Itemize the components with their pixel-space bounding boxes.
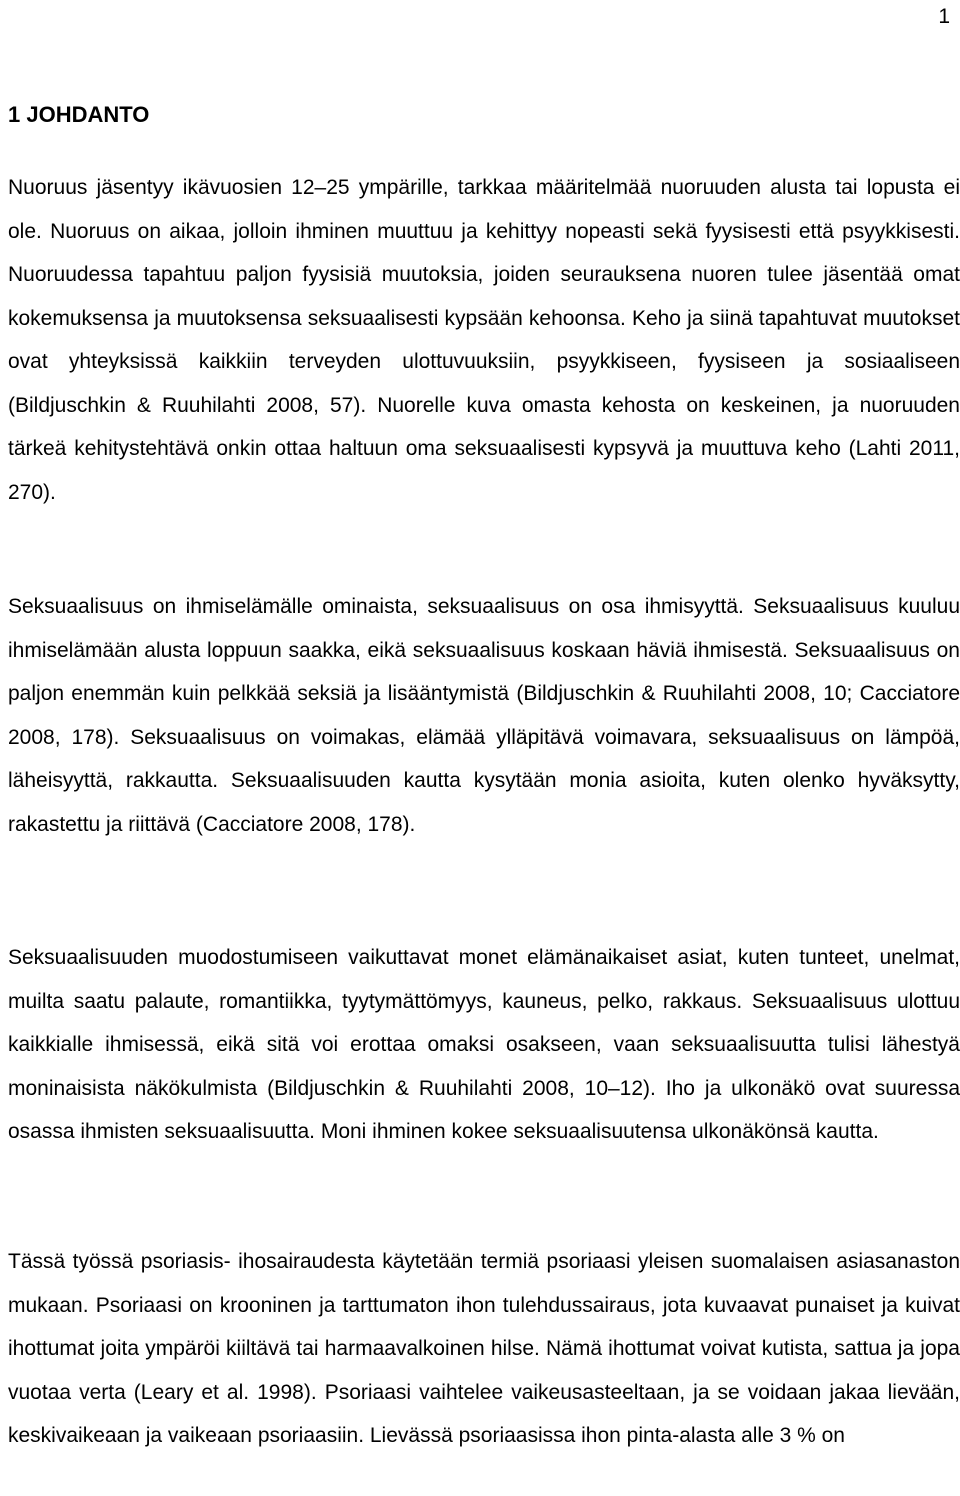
paragraph-sexuality: Seksuaalisuus on ihmiselämälle ominaista, seksuaalisuus on osa ihmisyyttä. Seksuaalisuus kuuluu ihmiselämään alusta loppuun saakka, eikä seksuaalisuus koskaan häviä ihmisestä. Seksuaalisuus on paljon enemmän kuin pelkkää seksiä ja lisääntymistä (Bildjuschkin & Ruuhilahti 2008, 10; Cacciatore 2008, 178). Seksuaalisuus on voimakas, elämää ylläpitävä voimavara, seksuaalisuus on lämpöä, läheisyyttä, rakkautta. Seksuaalisuuden kautta kysytään monia asioita, kuten olenko hyväksytty, rakastettu ja riittävä (Cacciatore 2008, 178). <box>8 595 960 836</box>
paragraph-sexuality-formation: Seksuaalisuuden muodostumiseen vaikuttavat monet elämänaikaiset asiat, kuten tunteet, unelmat, muilta saatu palaute, romantiikka, tyytymättömyys, kauneus, pelko, rakkaus. Seksuaalisuus ulottuu kaikkialle ihmisessä, eikä sitä voi erottaa omaksi osakseen, vaan seksuaalisuutta tulisi lähestyä moninaisista näkökulmista (Bildjuschkin & Ruuhilahti 2008, 10–12). Iho ja ulkonäkö ovat suuressa osassa ihmisten seksuaalisuutta. Moni ihminen kokee seksuaalisuutensa ulkonäkönsä kautta. <box>8 946 960 1143</box>
paragraph-psoriasis: Tässä työssä psoriasis- ihosairaudesta käytetään termiä psoriaasi yleisen suomalaisen asiasanaston mukaan. Psoriaasi on krooninen ja tarttumaton ihon tulehdussairaus, jota kuvaavat punaiset ja kuivat ihottumat joita ympäröi kiiltävä tai harmaavalkoinen hilse. Nämä ihottumat voivat kutista, sattua ja jopa vuotaa verta (Leary et al. 1998). Psoriaasi vaihtelee vaikeusasteeltaan, ja se voidaan jakaa lievään, keskivaikeaan ja vaikeaan psoriaasiin. Lievässä psoriaasissa ihon pinta-alasta alle 3 % on <box>8 1250 960 1447</box>
paragraph-adolescence: Nuoruus jäsentyy ikävuosien 12–25 ympärille, tarkkaa määritelmää nuoruuden alusta tai lopusta ei ole. Nuoruus on aikaa, jolloin ihminen muuttuu ja kehittyy nopeasti sekä fyysisesti että psyykkisesti. Nuoruudessa tapahtuu paljon fyysisiä muutoksia, joiden seurauksena nuoren tulee jäsentää omat kokemuksensa ja muutoksensa seksuaalisesti kypsään kehoonsa. Keho ja siinä tapahtuvat muutokset ovat yhteyksissä kaikkiin terveyden ulottuvuuksiin, psyykkiseen, fyysiseen ja sosiaaliseen (Bildjuschkin & Ruuhilahti 2008, 57). Nuorelle kuva omasta kehosta on keskeinen, ja nuoruuden tärkeä kehitystehtävä onkin ottaa haltuun oma seksuaalisesti kypsyvä ja muuttuva keho (Lahti 2011, 270). <box>8 176 960 504</box>
page-number: 1 <box>938 5 950 28</box>
section-heading: 1 JOHDANTO <box>8 102 150 127</box>
